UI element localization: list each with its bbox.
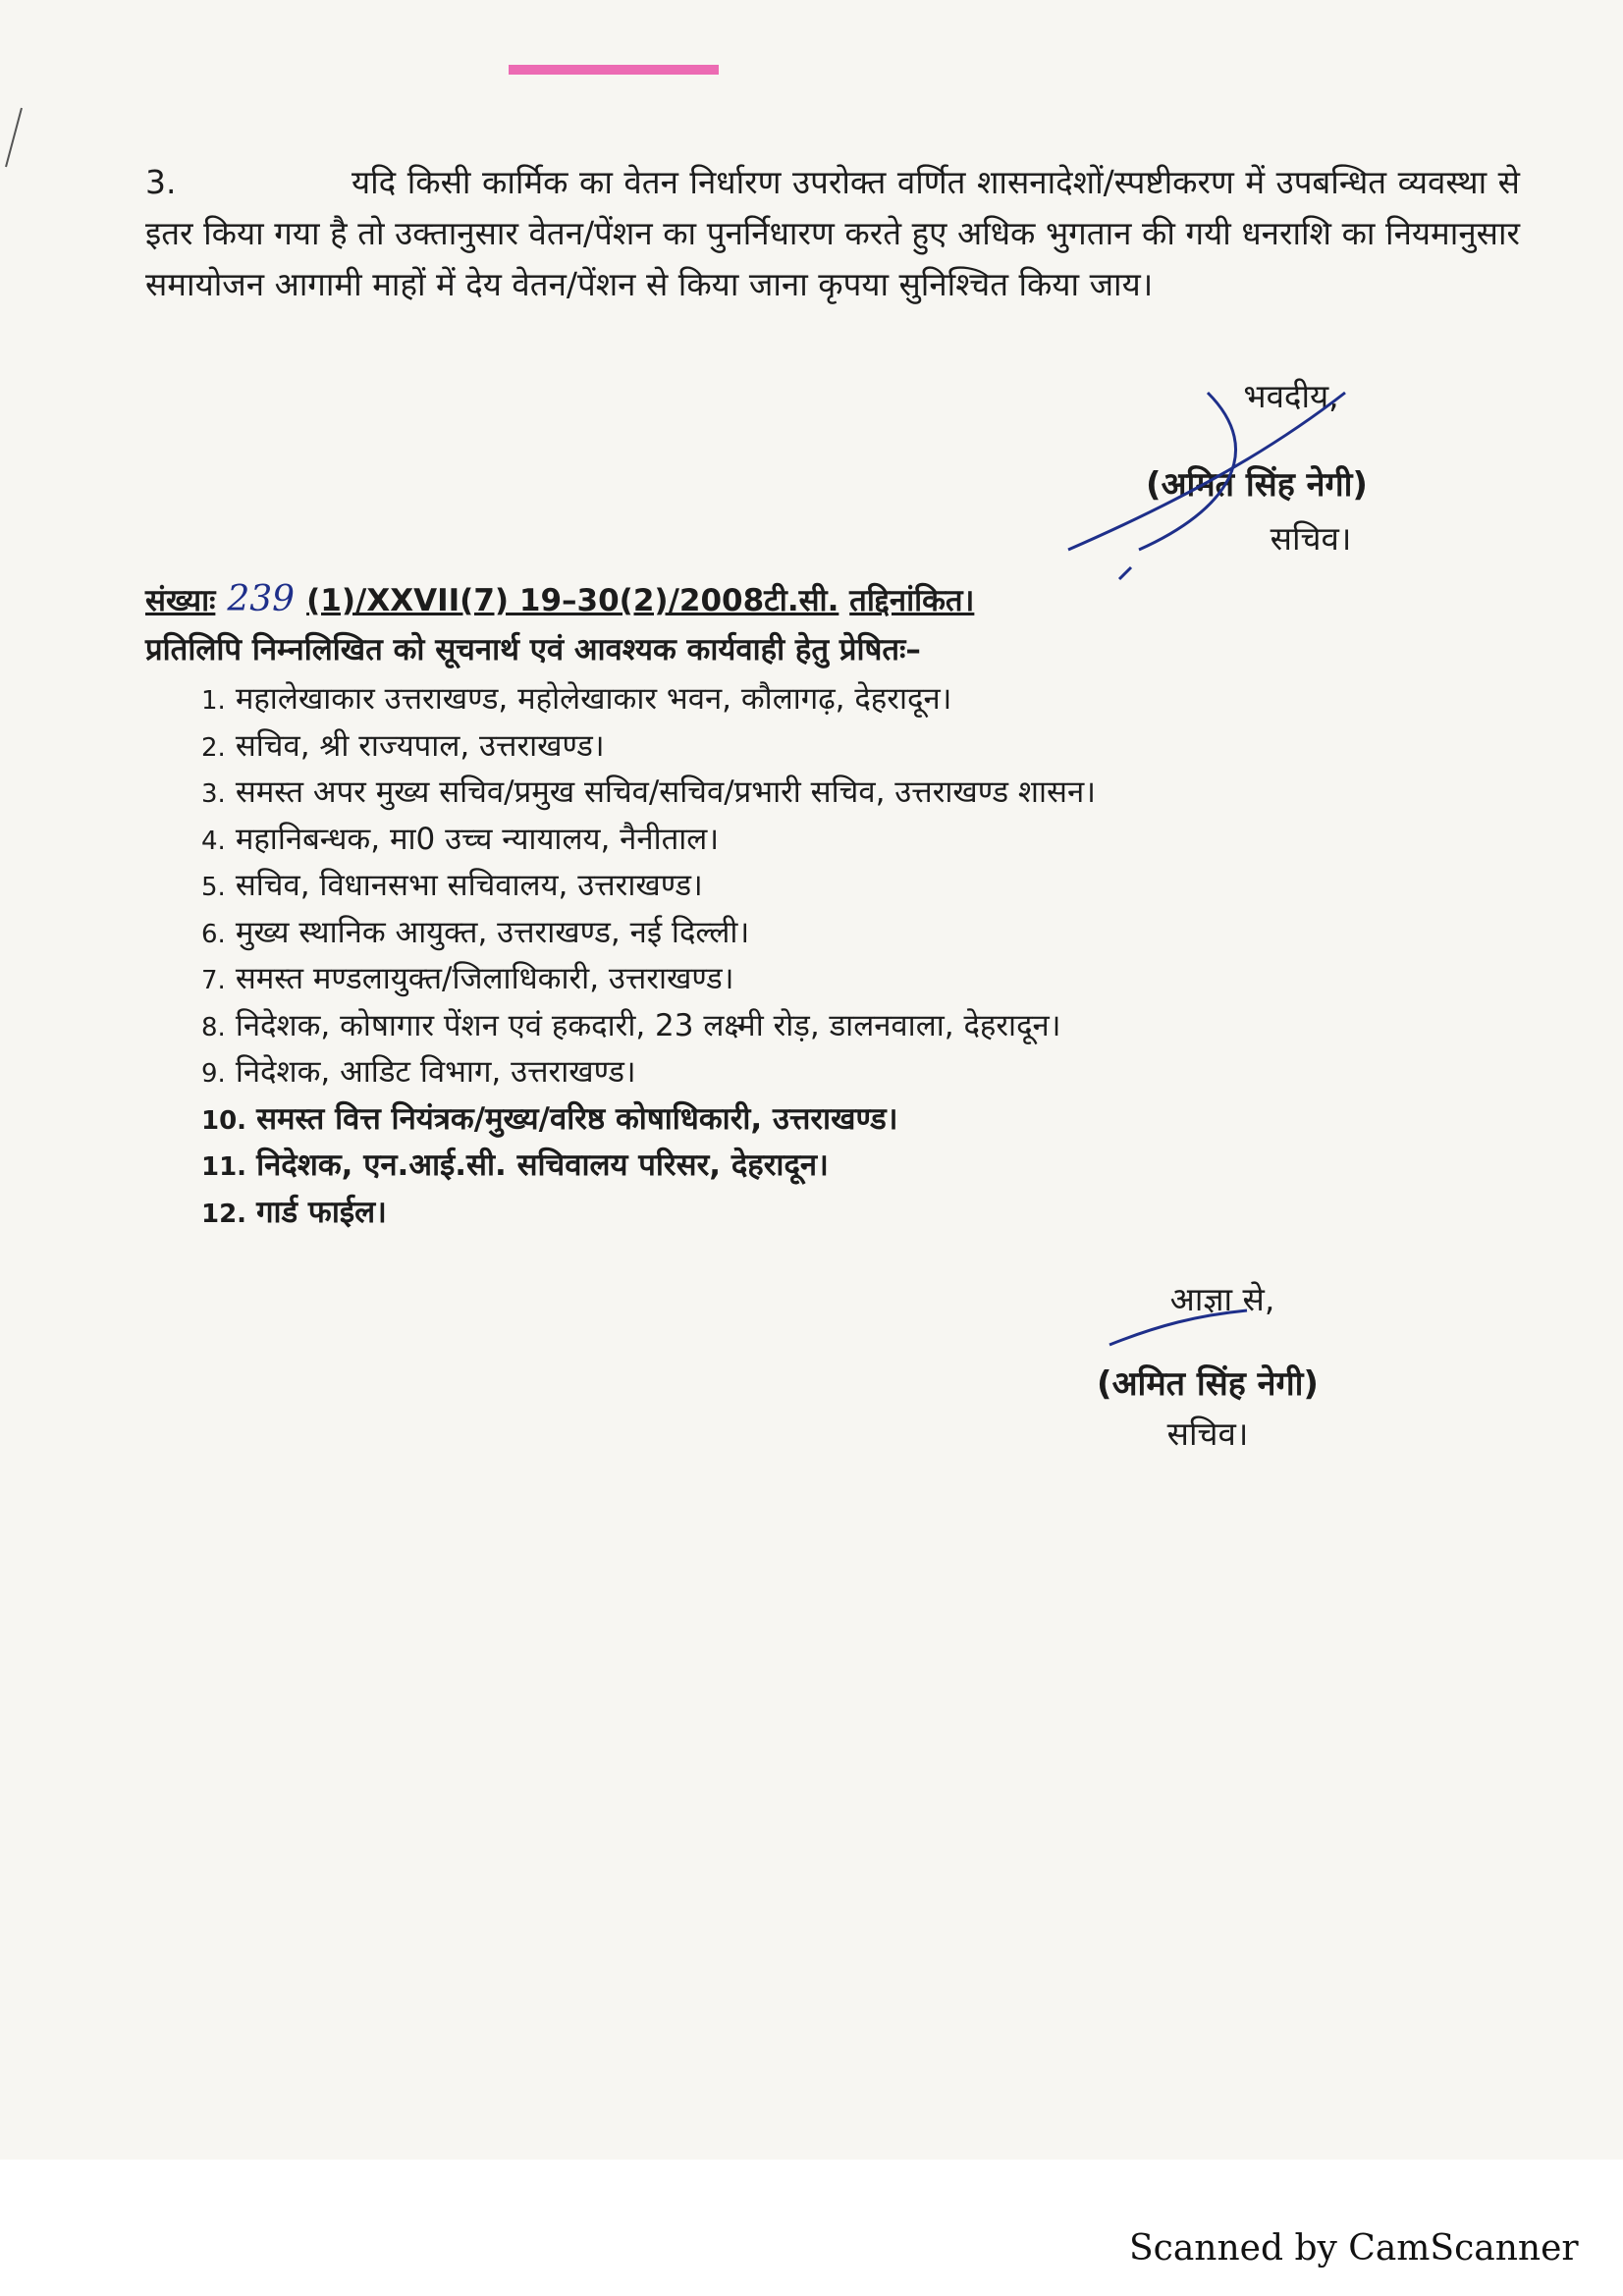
signatory-designation: सचिव। [1270,519,1352,558]
reference-prefix: संख्याः [145,583,216,618]
list-item: 2. सचिव, श्री राज्यपाल, उत्तराखण्ड। [201,727,605,764]
handwritten-number: 239 [227,579,296,619]
closing-aagya-se: आज्ञा से, [1169,1280,1275,1318]
paragraph-number: 3. [145,163,177,201]
paragraph-3 [145,157,1520,310]
scan-edge-mark [6,108,22,167]
list-item: 5. सचिव, विधानसभा सचिवालय, उत्तराखण्ड। [201,868,703,903]
scanner-watermark: Scanned by CamScanner [1129,2228,1579,2269]
closing-bhavdiya: भवदीय, [1243,377,1339,415]
list-item: 6. मुख्य स्थानिक आयुक्त, उत्तराखण्ड, नई दिल्ली। [201,914,750,950]
list-item: 4. महानिबन्धक, मा0 उच्च न्यायालय, नैनीताल। [201,821,720,857]
signatory-name: (अमित सिंह नेगी) [1146,465,1368,505]
list-item: 9. निदेशक, आडिट विभाग, उत्तराखण्ड। [201,1054,636,1090]
signature-block-1 [1080,373,1434,560]
reference-line [145,579,974,620]
signature-stroke-3 [1119,567,1131,579]
list-item: 1. महालेखाकार उत्तराखण्ड, महोलेखाकार भवन, कौलागढ़, देहरादून। [201,681,952,717]
reference-dated: तद्दिनांकित। [849,583,975,618]
list-item: 3. समस्त अपर मुख्य सचिव/प्रमुख सचिव/सचिव/प्रभारी सचिव, उत्तराखण्ड शासन। [201,774,1096,810]
copy-list [201,677,1096,1237]
signatory-name-2: (अमित सिंह नेगी) [1097,1364,1319,1404]
reference-code: (1)/XXVII(7) 19–30(2)/2008टी.सी. [306,583,839,618]
paragraph-text: यदि किसी कार्मिक का वेतन निर्धारण उपरोक्त वर्णित शासनादेशों/स्पष्टीकरण में उपबन्धित व्यवस्था से इतर किया गया है तो उक्तानुसार वेतन/पेंशन का पुनर्निधारण करते हुए अधिक भुगतान की गयी धनराशि का नियमानुसार समायोजन आगामी माहों में देय वेतन/पेंशन से किया जाना कृपया सुनिश्चित किया जाय। [145,163,1520,303]
list-item: 10. समस्त वित्त नियंत्रक/मुख्य/वरिष्ठ कोषाधिकारी, उत्तराखण्ड। [201,1100,898,1137]
signature-block-2 [1060,1276,1355,1455]
list-item: 11. निदेशक, एन.आई.सी. सचिवालय परिसर, देहरादून। [201,1148,829,1183]
signatory-designation-2: सचिव। [1166,1415,1249,1453]
list-item: 7. समस्त मण्डलायुक्त/जिलाधिकारी, उत्तराखण्ड। [201,961,734,996]
list-item: 12. गार्ड फाईल। [201,1194,387,1230]
list-item: 8. निदेशक, कोषागार पेंशन एवं हकदारी, 23 लक्ष्मी रोड़, डालनवाला, देहरादून। [201,1007,1061,1043]
copy-heading: प्रतिलिपि निम्नलिखित को सूचनार्थ एवं आवश्यक कार्यवाही हेतु प्रेषितः– [145,632,921,667]
pink-tab-mark [509,65,719,75]
